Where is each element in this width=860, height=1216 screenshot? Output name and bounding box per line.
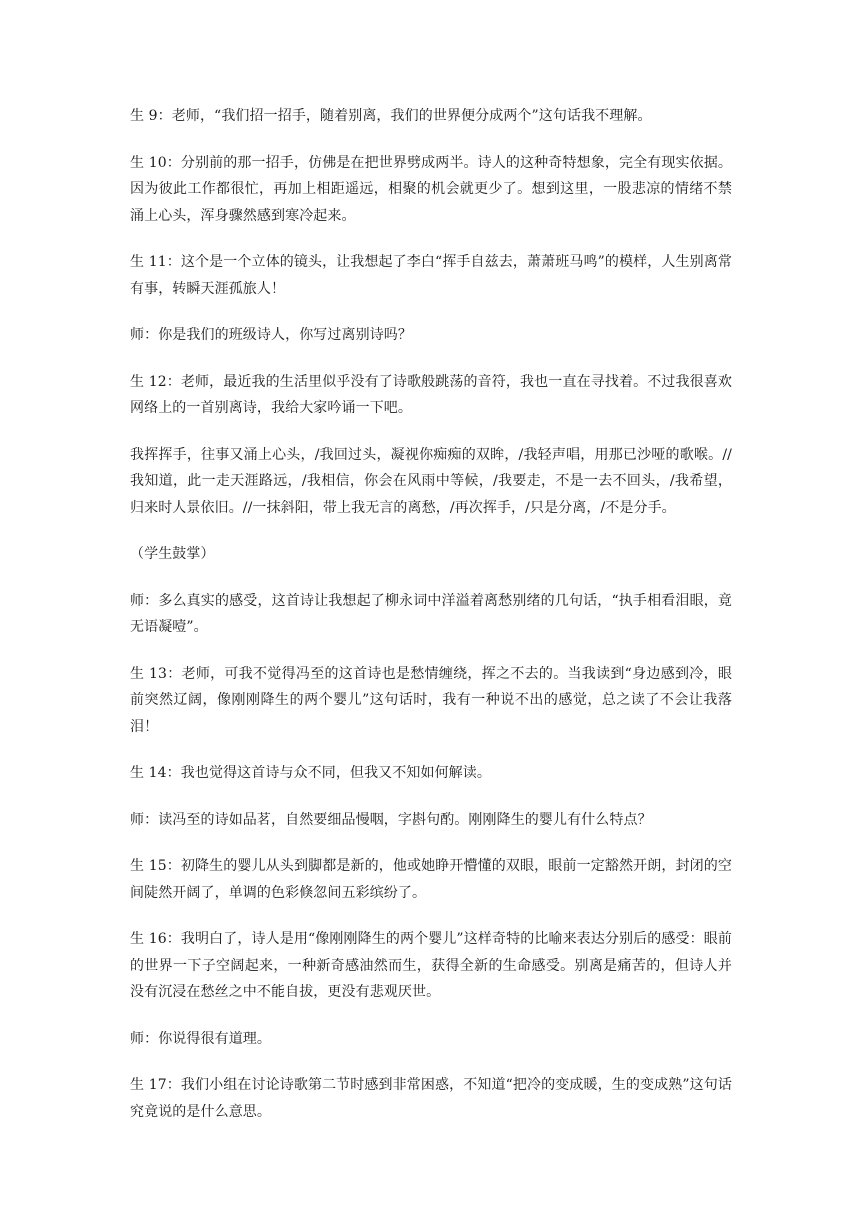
paragraph-student-10: 生 10：分别前的那一招手，仿佛是在把世界劈成两半。诗人的这种奇特想象，完全有现实依据。因为彼此工作都很忙，再加上相距遥远，相聚的机会就更少了。想到这里，一股悲凉的情绪不禁涌上心头，浑身骤然感到寒冷起来。 bbox=[130, 154, 732, 224]
paragraph-poem: 我挥挥手，往事又涌上心头，/我回过头，凝视你痴痴的双眸，/我轻声唱，用那已沙哑的歌喉。//我知道，此一走天涯路远，/我相信，你会在风雨中等候，/我要走，不是一去不回头，/我希望，归来时人景依旧。//一抹斜阳，带上我无言的离愁，/再次挥手，/只是分离，/不是分手。 bbox=[130, 446, 732, 516]
paragraph-student-9: 生 9：老师，“我们招一招手，随着别离，我们的世界便分成两个”这句话我不理解。 bbox=[130, 108, 652, 124]
paragraph-student-17: 生 17：我们小组在讨论诗歌第二节时感到非常困惑，不知道“把冷的变成暖，生的变成熟”这句话究竟说的是什么意思。 bbox=[130, 1077, 732, 1120]
paragraph-student-15: 生 15：初降生的婴儿从头到脚都是新的，他或她睁开懵懂的双眼，眼前一定豁然开朗，封闭的空间陡然开阔了，单调的色彩倏忽间五彩缤纷了。 bbox=[130, 858, 732, 901]
paragraph-teacher-1: 师：你是我们的班级诗人，你写过离别诗吗？ bbox=[130, 327, 412, 343]
paragraph-student-11: 生 11：这个是一个立体的镜头，让我想起了李白“挥手自兹去，萧萧班马鸣”的模样，人生别离常有事，转瞬天涯孤旅人！ bbox=[130, 254, 732, 297]
paragraph-student-16: 生 16：我明白了，诗人是用“像刚刚降生的两个婴儿”这样奇特的比喻来表达分别后的感受：眼前的世界一下子空阔起来，一种新奇感油然而生，获得全新的生命感受。别离是痛苦的，但诗人并没有沉浸在愁丝之中不能自拔，更没有悲观厌世。 bbox=[130, 931, 732, 1000]
paragraph-student-14: 生 14：我也觉得这首诗与众不同，但我又不知如何解读。 bbox=[130, 765, 491, 781]
paragraph-student-12: 生 12：老师，最近我的生活里似乎没有了诗歌般跳荡的音符，我也一直在寻找着。不过我很喜欢网络上的一首别离诗，我给大家吟诵一下吧。 bbox=[130, 373, 732, 416]
document-page bbox=[130, 103, 732, 1145]
paragraph-teacher-3: 师：读冯至的诗如品茗，自然要细品慢咽，字斟句酌。刚刚降生的婴儿有什么特点？ bbox=[130, 811, 652, 828]
paragraph-applause: （学生鼓掌） bbox=[130, 546, 215, 562]
paragraph-student-13: 生 13：老师，可我不觉得冯至的这首诗也是愁情缠绕，挥之不去的。当我读到“身边感到冷，眼前突然辽阔，像刚刚降生的两个婴儿”这句话时，我有一种说不出的感觉，总之读了不会让我落泪！ bbox=[130, 665, 732, 735]
paragraph-teacher-2: 师：多么真实的感受，这首诗让我想起了柳永词中洋溢着离愁别绪的几句话，“执手相看泪眼，竟无语凝噎”。 bbox=[130, 592, 732, 635]
paragraph-teacher-4: 师：你说得很有道理。 bbox=[130, 1030, 271, 1047]
